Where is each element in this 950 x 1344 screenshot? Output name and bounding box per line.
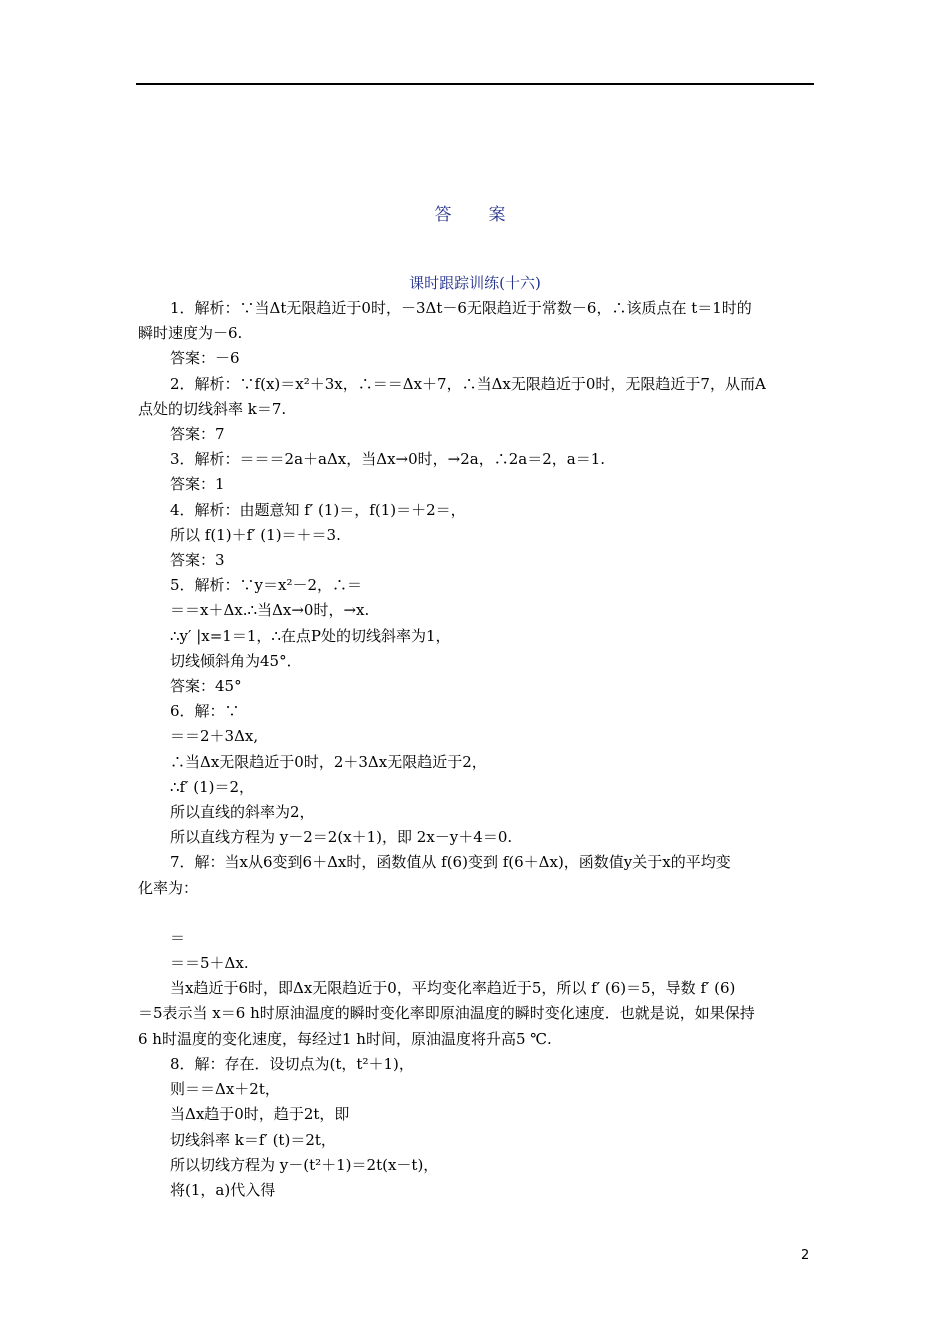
text-line: ∴f′ (1)＝2， xyxy=(170,777,255,796)
header-rule xyxy=(136,83,814,85)
text-line: ＝＝5＋Δx. xyxy=(170,954,249,973)
page-number: 2 xyxy=(801,1248,810,1263)
section-title: 课时跟踪训练(十六) xyxy=(409,274,541,292)
text-line: 当x趋近于6时，即Δx无限趋近于0，平均变化率趋近于5，所以 f′ (6)＝5，导数 f′ (6) xyxy=(170,979,736,998)
text-line: ∴当Δx无限趋近于0时，2＋3Δx无限趋近于2， xyxy=(170,752,487,771)
text-line: ∴y′ |x=1＝1，∴在点P处的切线斜率为1， xyxy=(170,626,451,645)
text-line: 6．解：∵ xyxy=(170,702,240,721)
text-line: 则＝＝Δx＋2t， xyxy=(170,1080,280,1099)
text-line: 答案：3 xyxy=(170,551,225,570)
text-line: ＝5表示当 x＝6 h时原油温度的瞬时变化率即原油温度的瞬时变化速度．也就是说，如果保持 xyxy=(138,1004,755,1023)
text-line: ＝＝x＋Δx.∴当Δx→0时，→x. xyxy=(170,601,370,620)
blank-line xyxy=(138,901,814,926)
text-line: 切线倾斜角为45°． xyxy=(170,651,302,670)
text-line: 所以直线方程为 y－2＝2(x＋1)，即 2x－y＋4＝0. xyxy=(170,828,513,847)
text-line: 当Δx趋于0时，趋于2t，即 xyxy=(170,1105,350,1124)
text-line: 答案：－6 xyxy=(170,349,240,368)
text-line: 化率为： xyxy=(138,878,199,897)
text-line: 4．解析：由题意知 f′ (1)＝，f(1)＝＋2＝， xyxy=(170,500,466,519)
text-line: ＝ xyxy=(170,928,186,947)
text-line: 所以直线的斜率为2， xyxy=(170,803,315,822)
text-line: 5．解析：∵y＝x²－2，∴＝ xyxy=(170,576,363,595)
answer-body xyxy=(138,296,814,1203)
text-line: 点处的切线斜率 k＝7. xyxy=(138,399,287,418)
text-line: 7．解：当x从6变到6＋Δx时，函数值从 f(6)变到 f(6＋Δx)，函数值y关于x的平均变 xyxy=(170,853,731,872)
text-line: 2．解析：∵f(x)＝x²＋3x，∴＝＝Δx＋7，∴当Δx无限趋近于0时，无限趋近于7，从而A xyxy=(170,374,766,393)
text-line: 3．解析：＝＝＝2a＋aΔx，当Δx→0时，→2a，∴2a＝2，a＝1. xyxy=(170,450,606,469)
text-line: ＝＝2＋3Δx, xyxy=(170,727,259,746)
text-line: 切线斜率 k＝f′ (t)＝2t， xyxy=(170,1130,336,1149)
text-line: 瞬时速度为－6. xyxy=(138,324,243,343)
text-line: 1．解析：∵当Δt无限趋近于0时，－3Δt－6无限趋近于常数－6，∴该质点在 t＝1时的 xyxy=(170,299,752,317)
text-line: 答案：45° xyxy=(170,677,242,696)
text-line: 答案：1 xyxy=(170,475,225,494)
text-line: 将(1，a)代入得 xyxy=(170,1180,276,1199)
text-line: 8．解：存在．设切点为(t，t²＋1)， xyxy=(170,1054,414,1073)
text-line: 所以切线方程为 y－(t²＋1)＝2t(x－t)， xyxy=(170,1155,439,1174)
page-title: 答 案 xyxy=(434,205,516,225)
text-line: 所以 f(1)＋f′ (1)＝＋＝3. xyxy=(170,525,341,544)
text-line: 6 h时温度的变化速度，每经过1 h时间，原油温度将升高5 ℃. xyxy=(138,1029,552,1048)
text-line: 答案：7 xyxy=(170,425,225,444)
